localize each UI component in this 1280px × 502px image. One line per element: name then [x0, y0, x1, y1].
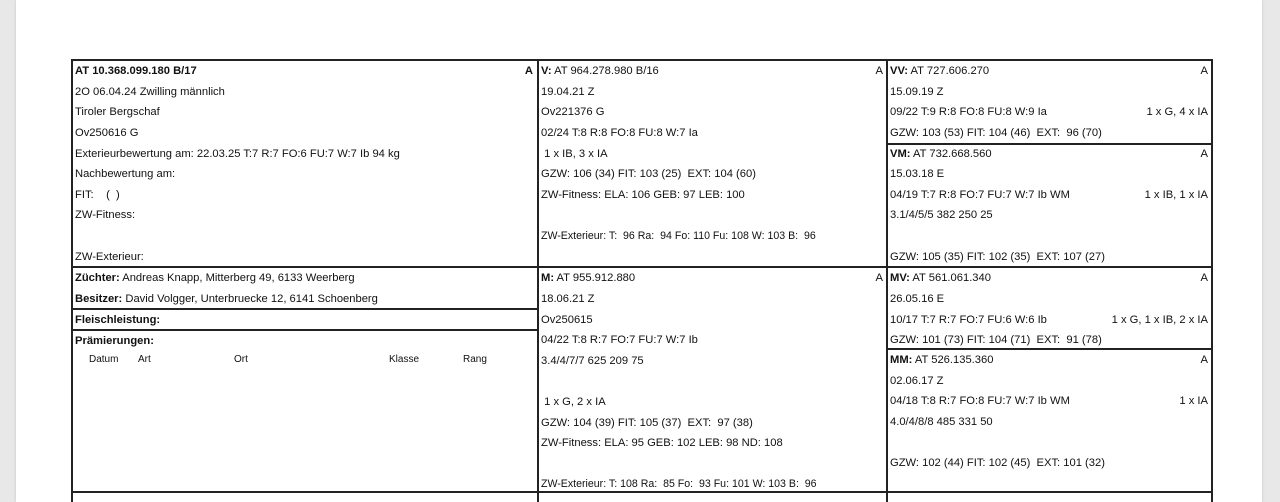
dam-line: 3.4/4/7/7 625 209 75 — [541, 355, 644, 367]
fleischleistung-label: Fleischleistung: — [75, 314, 161, 326]
vm-line: 3.1/4/5/5 382 250 25 — [890, 209, 993, 221]
dam-id: M: AT 955.912.880 — [541, 272, 636, 284]
vv-awards: 1 x G, 4 x IA — [1146, 106, 1208, 118]
sire-line: 1 x IB, 3 x IA — [541, 148, 608, 160]
dam-zw-fitness: ZW-Fitness: ELA: 95 GEB: 102 LEB: 98 ND: 108 — [541, 437, 783, 449]
table-left-border — [71, 59, 73, 502]
mm-grade: A — [1200, 354, 1208, 366]
mm-awards: 1 x IA — [1179, 395, 1208, 407]
praem-col-klasse: Klasse — [389, 354, 420, 365]
animal-grade: A — [524, 65, 533, 77]
dam-cell — [539, 268, 885, 490]
dam-sire-cell — [888, 268, 1210, 347]
sire-cell — [539, 61, 885, 265]
sire-grade: A — [875, 65, 883, 77]
dam-line: 18.06.21 Z — [541, 293, 595, 305]
animal-id: AT 10.368.099.180 B/17 — [75, 65, 197, 77]
vv-line: 15.09.19 Z — [890, 86, 944, 98]
mm-line: 4.0/4/8/8 485 331 50 — [890, 416, 993, 428]
dam-zw-exterieur: ZW-Exterieur: T: 108 Ra: 85 Fo: 93 Fu: 101 W: 103 B: 96 — [541, 478, 817, 490]
sire-sire-cell — [888, 61, 1210, 142]
vv-grade: A — [1200, 65, 1208, 77]
praemierungen-label: Prämierungen: — [75, 335, 154, 347]
animal-breed: Tiroler Bergschaf — [75, 106, 160, 118]
praem-col-rang: Rang — [463, 354, 487, 365]
vm-line: 04/19 T:7 R:8 FO:7 FU:7 W:7 Ib WM — [890, 189, 1070, 201]
mv-line: GZW: 101 (73) FIT: 104 (71) EXT: 91 (78) — [890, 334, 1102, 346]
vv-line: 09/22 T:9 R:8 FO:8 FU:8 W:9 Ia — [890, 106, 1047, 118]
animal-fit: FIT: ( ) — [75, 189, 120, 201]
mm-line: GZW: 102 (44) FIT: 102 (45) EXT: 101 (32) — [890, 457, 1105, 469]
sire-dam-cell — [888, 145, 1210, 265]
mv-line: 26.05.16 E — [890, 293, 945, 305]
sire-line: 02/24 T:8 R:8 FO:8 FU:8 W:7 Ia — [541, 127, 698, 139]
sire-line: Ov221376 G — [541, 106, 605, 118]
mv-awards: 1 x G, 1 x IB, 2 x IA — [1111, 314, 1208, 326]
vm-awards: 1 x IB, 1 x IA — [1144, 189, 1208, 201]
sire-line: 19.04.21 Z — [541, 86, 595, 98]
besitzer-line: Besitzer: David Volgger, Unterbruecke 12, 6141 Schoenberg — [75, 293, 378, 305]
dam-grade: A — [875, 272, 883, 284]
animal-cell — [74, 61, 535, 265]
row-divider-bottom — [71, 491, 1212, 493]
dam-gzw: GZW: 104 (39) FIT: 105 (37) EXT: 97 (38) — [541, 417, 753, 429]
dam-line: 04/22 T:8 R:7 FO:7 FU:7 W:7 Ib — [541, 334, 698, 346]
vv-line: GZW: 103 (53) FIT: 104 (46) EXT: 96 (70) — [890, 127, 1102, 139]
sire-line: GZW: 106 (34) FIT: 103 (25) EXT: 104 (60) — [541, 168, 756, 180]
mv-id: MV: AT 561.061.340 — [890, 272, 991, 284]
dam-dam-cell — [888, 350, 1210, 490]
praem-col-art: Art — [138, 354, 151, 365]
zuechter-line: Züchter: Andreas Knapp, Mitterberg 49, 6133 Weerberg — [75, 272, 355, 284]
animal-nachbewertung: Nachbewertung am: — [75, 168, 176, 180]
dam-line: Ov250615 — [541, 314, 593, 326]
animal-zw-exterieur: ZW-Exterieur: — [75, 251, 144, 263]
animal-birth: 2O 06.04.24 Zwilling männlich — [75, 86, 225, 98]
vv-id: VV: AT 727.606.270 — [890, 65, 990, 77]
praem-col-ort: Ort — [234, 354, 248, 365]
mv-line: 10/17 T:7 R:7 FO:7 FU:6 W:6 Ib — [890, 314, 1047, 326]
mv-grade: A — [1200, 272, 1208, 284]
animal-exterior: Exterieurbewertung am: 22.03.25 T:7 R:7 FO:6 FU:7 W:7 Ib 94 kg — [75, 148, 400, 160]
vm-grade: A — [1200, 148, 1208, 160]
mm-line: 02.06.17 Z — [890, 375, 944, 387]
dam-awards: 1 x G, 2 x IA — [541, 396, 606, 408]
animal-genotype: Ov250616 G — [75, 127, 139, 139]
breeder-cell — [74, 268, 535, 490]
vm-id: VM: AT 732.668.560 — [890, 148, 992, 160]
vm-line: 15.03.18 E — [890, 168, 945, 180]
mm-line: 04/18 T:8 R:7 FO:8 FU:7 W:7 Ib WM — [890, 395, 1070, 407]
mm-id: MM: AT 526.135.360 — [890, 354, 994, 366]
sire-id: V: AT 964.278.980 B/16 — [541, 65, 659, 77]
praem-col-datum: Datum — [89, 354, 119, 365]
table-right-border — [1211, 59, 1213, 502]
sire-line: ZW-Fitness: ELA: 106 GEB: 97 LEB: 100 — [541, 189, 745, 201]
sire-zw-exterieur: ZW-Exterieur: T: 96 Ra: 94 Fo: 110 Fu: 108 W: 103 B: 96 — [541, 230, 816, 242]
pedigree-page — [16, 0, 1262, 502]
animal-zw-fitness: ZW-Fitness: — [75, 209, 136, 221]
vm-line: GZW: 105 (35) FIT: 102 (35) EXT: 107 (27) — [890, 251, 1105, 263]
